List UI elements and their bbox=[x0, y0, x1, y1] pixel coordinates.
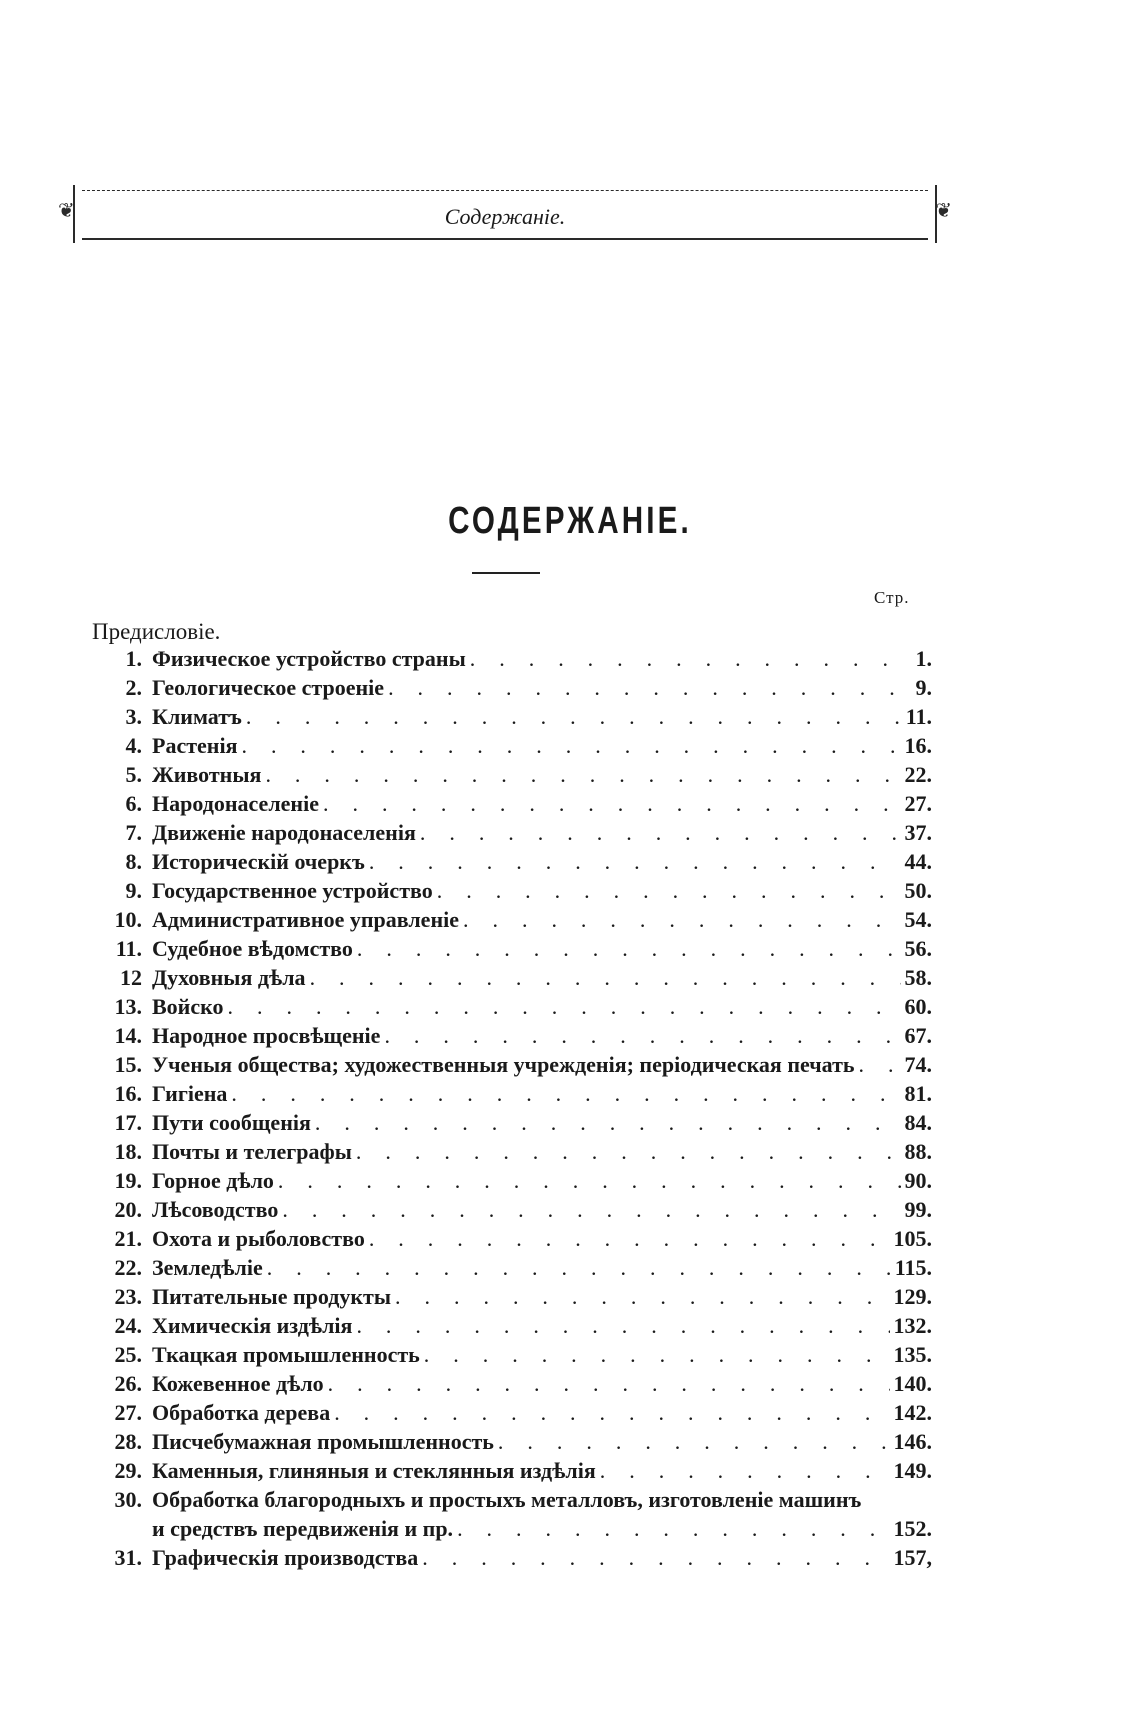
toc-entry-title: Духовныя дѣла bbox=[152, 965, 306, 990]
toc-entry-page: 16. bbox=[904, 733, 932, 758]
toc-entry bbox=[92, 934, 932, 963]
toc-entry-page: 67. bbox=[904, 1023, 932, 1048]
toc-entry-number: 20. bbox=[114, 1197, 142, 1222]
toc-entry-title: Химическiя издѣлiя bbox=[152, 1313, 353, 1338]
toc-entry-title: Почты и телеграфы bbox=[152, 1139, 352, 1164]
toc-entry-content bbox=[152, 1253, 932, 1282]
toc-entry bbox=[92, 1195, 932, 1224]
fleuron-ornament-icon: ❦ bbox=[58, 200, 75, 222]
toc-entry-content bbox=[152, 818, 932, 847]
toc-entry-content bbox=[152, 1021, 932, 1050]
toc-entry-number: 5. bbox=[125, 762, 142, 787]
toc-entry-page: 44. bbox=[904, 849, 932, 874]
toc-entry-number: 26. bbox=[114, 1371, 142, 1396]
toc-entry bbox=[92, 1340, 932, 1369]
toc-entry-content bbox=[152, 1340, 932, 1369]
toc-entry-title: Каменныя, глиняныя и стеклянныя издѣлiя bbox=[152, 1458, 596, 1483]
toc-entry-page: 142. bbox=[893, 1400, 932, 1425]
toc-entry-page: 140. bbox=[893, 1371, 932, 1396]
page-column-label: Стр. bbox=[874, 588, 910, 607]
toc-entry bbox=[92, 905, 932, 934]
toc-entry-title: Ученыя общества; художественныя учрежденiя; перiодическая печать bbox=[152, 1052, 855, 1077]
dot-leader bbox=[323, 789, 901, 818]
toc-entry-content bbox=[152, 963, 932, 992]
toc-entry bbox=[92, 1108, 932, 1137]
toc-entry-title: Судебное вѣдомство bbox=[152, 936, 353, 961]
toc-entry-title: Гигiена bbox=[152, 1081, 228, 1106]
dot-leader bbox=[315, 1108, 901, 1137]
toc-entry-number: 10. bbox=[114, 907, 142, 932]
toc-entry-title: Геологическое строенiе bbox=[152, 675, 385, 700]
toc-entry-content bbox=[152, 1224, 932, 1253]
toc-entry-page: 56. bbox=[904, 936, 932, 961]
dot-leader bbox=[498, 1427, 890, 1456]
toc-entry-number: 12 bbox=[120, 965, 142, 990]
toc-entry bbox=[92, 963, 932, 992]
toc-entry bbox=[92, 731, 932, 760]
toc-entry bbox=[92, 789, 932, 818]
toc-entry bbox=[92, 818, 932, 847]
toc-entry-number: 22. bbox=[114, 1255, 142, 1280]
toc-entry-page: 74. bbox=[904, 1052, 932, 1077]
toc-entry-page: 149. bbox=[893, 1458, 932, 1483]
toc-entry-content bbox=[152, 1195, 932, 1224]
toc-entry-content bbox=[152, 789, 932, 818]
toc-entry-page: 22. bbox=[904, 762, 932, 787]
toc-entry bbox=[92, 1369, 932, 1398]
toc-title: СОДЕРЖАНIЕ. bbox=[448, 500, 692, 542]
toc-entry-title: Историческiй очеркъ bbox=[152, 849, 365, 874]
toc-entry-content bbox=[152, 992, 932, 1021]
toc-entry-content bbox=[152, 1282, 932, 1311]
toc-entry-title: Земледѣлiе bbox=[152, 1255, 263, 1280]
toc-entry-page: 90. bbox=[904, 1168, 932, 1193]
toc-entry-page: 146. bbox=[893, 1429, 932, 1454]
toc-entry-content bbox=[152, 1079, 932, 1108]
dot-leader bbox=[420, 818, 901, 847]
toc-entry-title: Графическiя производства bbox=[152, 1545, 419, 1570]
dot-leader bbox=[457, 1514, 889, 1543]
toc-entry-page: 81. bbox=[904, 1081, 932, 1106]
toc-list bbox=[92, 644, 932, 1572]
toc-entry-title: Писчебумажная промышленность bbox=[152, 1429, 494, 1454]
toc-entry-title: Пути сообщенiя bbox=[152, 1110, 311, 1135]
toc-entry-number: 18. bbox=[114, 1139, 142, 1164]
toc-entry bbox=[92, 1427, 932, 1456]
dot-leader bbox=[369, 1224, 890, 1253]
toc-entry-content bbox=[152, 1108, 932, 1137]
dot-leader bbox=[231, 1079, 900, 1108]
toc-entry-content bbox=[152, 1427, 932, 1456]
toc-entry-content bbox=[152, 847, 932, 876]
toc-entry bbox=[92, 644, 932, 673]
toc-entry-page: 129. bbox=[893, 1284, 932, 1309]
toc-entry bbox=[92, 1166, 932, 1195]
toc-entry-title: Горное дѣло bbox=[152, 1168, 274, 1193]
toc-entry bbox=[92, 702, 932, 731]
toc-entry-page: 27. bbox=[904, 791, 932, 816]
toc-entry-page: 1. bbox=[915, 646, 932, 671]
toc-entry-title: Административное управленiе bbox=[152, 907, 460, 932]
toc-entry-number: 2. bbox=[125, 675, 142, 700]
toc-entry-title: Движенiе народонаселенiя bbox=[152, 820, 416, 845]
toc-entry bbox=[92, 673, 932, 702]
toc-entry-title: Обработка дерева bbox=[152, 1400, 331, 1425]
toc-entry-page: 132. bbox=[893, 1313, 932, 1338]
toc-entry-page: 37. bbox=[904, 820, 932, 845]
toc-entry-number: 24. bbox=[114, 1313, 142, 1338]
toc-entry bbox=[92, 847, 932, 876]
toc-entry-content bbox=[152, 1311, 932, 1340]
toc-entry-page: 105. bbox=[893, 1226, 932, 1251]
toc-entry-page: 84. bbox=[904, 1110, 932, 1135]
toc-entry-title: Физическое устройство страны bbox=[152, 646, 466, 671]
dot-leader bbox=[859, 1050, 901, 1079]
toc-entry-number: 31. bbox=[114, 1545, 142, 1570]
toc-entry-title: Охота и рыболовство bbox=[152, 1226, 365, 1251]
toc-entry-number: 29. bbox=[114, 1458, 142, 1483]
toc-entry bbox=[92, 992, 932, 1021]
toc-entry-number: 25. bbox=[114, 1342, 142, 1367]
toc-entry-title-continued: и средствъ передвиженiя и пр. bbox=[152, 1516, 454, 1541]
toc-entry-number: 8. bbox=[125, 849, 142, 874]
toc-entry-page: 99. bbox=[904, 1197, 932, 1222]
dot-leader bbox=[384, 1021, 900, 1050]
toc-entry-content bbox=[152, 905, 932, 934]
dot-leader bbox=[282, 1195, 900, 1224]
dot-leader bbox=[356, 1137, 901, 1166]
toc-entry-title: Питательные продукты bbox=[152, 1284, 392, 1309]
toc-entry-content bbox=[152, 1369, 932, 1398]
dot-leader bbox=[241, 731, 900, 760]
toc-entry-number: 30. bbox=[114, 1487, 142, 1512]
toc-entry-page: 135. bbox=[893, 1342, 932, 1367]
preface-entry: Предисловiе. bbox=[92, 619, 221, 644]
toc-entry bbox=[92, 1485, 932, 1543]
toc-entry-number: 15. bbox=[114, 1052, 142, 1077]
dot-leader bbox=[424, 1340, 890, 1369]
running-header-title: Содержанiе. bbox=[444, 204, 566, 229]
toc-entry-content bbox=[152, 1050, 932, 1079]
toc-entry-content bbox=[152, 1398, 932, 1427]
toc-entry-number: 19. bbox=[114, 1168, 142, 1193]
dot-leader bbox=[357, 934, 901, 963]
toc-entry bbox=[92, 1021, 932, 1050]
toc-entry-number: 3. bbox=[125, 704, 142, 729]
toc-entry-page: 88. bbox=[904, 1139, 932, 1164]
toc-entry bbox=[92, 1137, 932, 1166]
toc-entry-number: 4. bbox=[125, 733, 142, 758]
toc-entry-page: 115. bbox=[894, 1255, 932, 1280]
dot-leader bbox=[437, 876, 901, 905]
dot-leader bbox=[422, 1543, 889, 1572]
toc-entry-page: 11. bbox=[905, 704, 932, 729]
toc-entry-number: 27. bbox=[114, 1400, 142, 1425]
toc-entry-content bbox=[152, 702, 932, 731]
toc-entry-number: 14. bbox=[114, 1023, 142, 1048]
dot-leader bbox=[228, 992, 901, 1021]
dot-leader bbox=[267, 1253, 891, 1282]
toc-entry-number: 28. bbox=[114, 1429, 142, 1454]
toc-entry-title: Войско bbox=[152, 994, 224, 1019]
toc-entry-page: 60. bbox=[904, 994, 932, 1019]
toc-entry-number: 16. bbox=[114, 1081, 142, 1106]
dot-leader bbox=[328, 1369, 890, 1398]
toc-entry-page: 58. bbox=[904, 965, 932, 990]
toc-entry-title: Климатъ bbox=[152, 704, 242, 729]
dot-leader bbox=[265, 760, 900, 789]
toc-entry-title: Лѣсоводство bbox=[152, 1197, 279, 1222]
toc-entry-number: 23. bbox=[114, 1284, 142, 1309]
toc-entry-title: Народное просвѣщенiе bbox=[152, 1023, 381, 1048]
toc-entry bbox=[92, 1253, 932, 1282]
toc-entry-number: 7. bbox=[125, 820, 142, 845]
toc-entry-content bbox=[152, 731, 932, 760]
toc-entry-page: 54. bbox=[904, 907, 932, 932]
toc-entry-number: 11. bbox=[115, 936, 142, 961]
toc-entry-content bbox=[152, 1485, 932, 1543]
toc-entry bbox=[92, 760, 932, 789]
toc-entry-number: 17. bbox=[114, 1110, 142, 1135]
toc-entry-number: 21. bbox=[114, 1226, 142, 1251]
dot-leader bbox=[246, 702, 902, 731]
toc-entry-title: Животныя bbox=[152, 762, 262, 787]
dot-leader bbox=[463, 905, 900, 934]
toc-entry-content bbox=[152, 644, 932, 673]
toc-entry-number: 13. bbox=[114, 994, 142, 1019]
dot-leader bbox=[310, 963, 901, 992]
fleuron-ornament-icon: ❦ bbox=[935, 200, 952, 222]
toc-entry-content bbox=[152, 760, 932, 789]
toc-entry-content bbox=[152, 1137, 932, 1166]
toc-entry-title: Ткацкая промышленность bbox=[152, 1342, 420, 1367]
toc-entry-page: 152. bbox=[893, 1516, 932, 1541]
toc-entry bbox=[92, 1456, 932, 1485]
toc-entry-page: 9. bbox=[915, 675, 932, 700]
dot-leader bbox=[278, 1166, 901, 1195]
toc-entry bbox=[92, 1224, 932, 1253]
toc-entry-number: 1. bbox=[125, 646, 142, 671]
toc-entry-page: 50. bbox=[904, 878, 932, 903]
toc-entry-title: Народонаселенiе bbox=[152, 791, 319, 816]
toc-entry-number: 6. bbox=[125, 791, 142, 816]
toc-entry bbox=[92, 1282, 932, 1311]
dot-leader bbox=[334, 1398, 889, 1427]
dot-leader bbox=[600, 1456, 890, 1485]
toc-entry-title: Государственное устройство bbox=[152, 878, 433, 903]
dot-leader bbox=[388, 673, 911, 702]
toc-entry bbox=[92, 1311, 932, 1340]
dot-leader bbox=[395, 1282, 889, 1311]
toc-entry-title: Кожевенное дѣло bbox=[152, 1371, 324, 1396]
toc-entry-content bbox=[152, 934, 932, 963]
toc-entry-title: Обработка благородныхъ и простыхъ металловъ, изготовленiе машинъ bbox=[152, 1487, 862, 1512]
toc-entry-content bbox=[152, 876, 932, 905]
toc-entry-number: 9. bbox=[125, 878, 142, 903]
toc-entry bbox=[92, 876, 932, 905]
toc-entry-content bbox=[152, 1166, 932, 1195]
dot-leader bbox=[470, 644, 912, 673]
title-rule-divider bbox=[472, 572, 540, 574]
toc-entry-content bbox=[152, 1543, 932, 1572]
toc-entry-title: Растенiя bbox=[152, 733, 238, 758]
toc-entry bbox=[92, 1398, 932, 1427]
toc-entry bbox=[92, 1050, 932, 1079]
toc-entry bbox=[92, 1079, 932, 1108]
toc-entry-content bbox=[152, 673, 932, 702]
toc-entry bbox=[92, 1543, 932, 1572]
toc-entry-page: 157, bbox=[893, 1545, 932, 1570]
toc-entry-content bbox=[152, 1456, 932, 1485]
running-header-frame bbox=[58, 190, 952, 240]
dot-leader bbox=[369, 847, 901, 876]
dot-leader bbox=[356, 1311, 889, 1340]
